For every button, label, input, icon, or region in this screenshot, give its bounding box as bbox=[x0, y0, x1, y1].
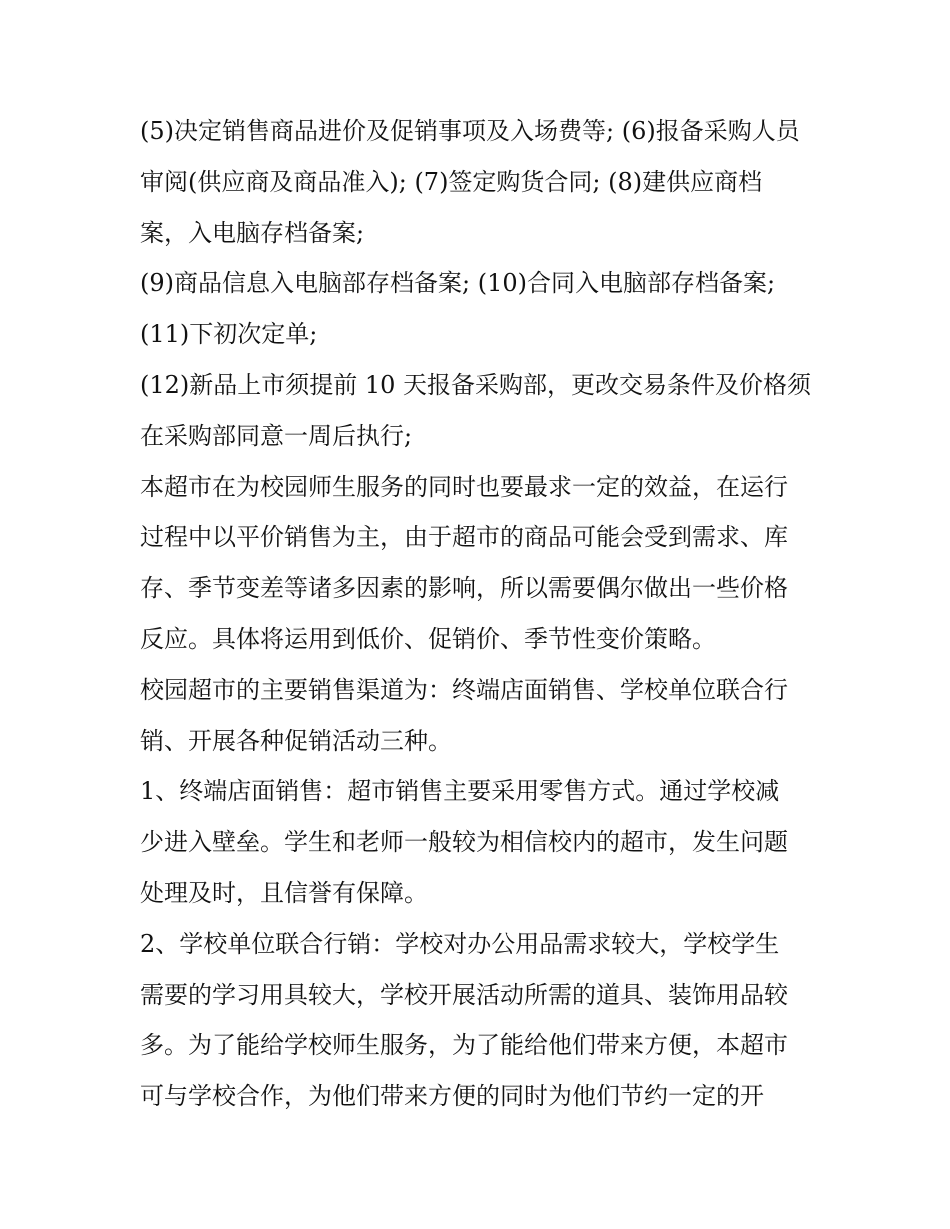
text-line: 多。为了能给学校师生服务，为了能给他们带来方便，本超市 bbox=[140, 1031, 788, 1060]
text-line: 本超市在为校园师生服务的同时也要最求一定的效益，在运行 bbox=[140, 472, 788, 501]
text-line: 在采购部同意一周后执行; bbox=[140, 421, 413, 450]
text-line: 过程中以平价销售为主，由于超市的商品可能会受到需求、库 bbox=[140, 523, 788, 552]
text-line: 反应。具体将运用到低价、促销价、季节性变价策略。 bbox=[140, 624, 716, 653]
text-line: (11)下初次定单; bbox=[140, 320, 318, 349]
text-line: 校园超市的主要销售渠道为：终端店面销售、学校单位联合行 bbox=[140, 675, 788, 704]
text-line: 案，入电脑存档备案; bbox=[140, 218, 365, 247]
text-line: (12)新品上市须提前 10 天报备采购部，更改交易条件及价格须 bbox=[140, 370, 812, 399]
text-line: 销、开展各种促销活动三种。 bbox=[140, 726, 452, 755]
text-line: 少进入壁垒。学生和老师一般较为相信校内的超市，发生问题 bbox=[140, 828, 788, 857]
text-line: 处理及时，且信誉有保障。 bbox=[140, 878, 428, 907]
text-line: 1、终端店面销售：超市销售主要采用零售方式。通过学校减 bbox=[140, 777, 780, 806]
text-line: 可与学校合作，为他们带来方便的同时为他们节约一定的开 bbox=[140, 1082, 764, 1111]
text-line: (9)商品信息入电脑部存档备案; (10)合同入电脑部存档备案; bbox=[140, 269, 776, 298]
text-line: 2、学校单位联合行销：学校对办公用品需求较大，学校学生 bbox=[140, 929, 780, 958]
text-line: (5)决定销售商品进价及促销事项及入场费等; (6)报备采购人员 bbox=[140, 117, 800, 145]
text-line: 审阅(供应商及商品准入); (7)签定购货合同; (8)建供应商档 bbox=[140, 167, 763, 196]
text-line: 需要的学习用具较大，学校开展活动所需的道具、装饰用品较 bbox=[140, 980, 788, 1009]
text-line: 存、季节变差等诸多因素的影响，所以需要偶尔做出一些价格 bbox=[140, 574, 788, 603]
document-body-text bbox=[140, 106, 820, 1122]
